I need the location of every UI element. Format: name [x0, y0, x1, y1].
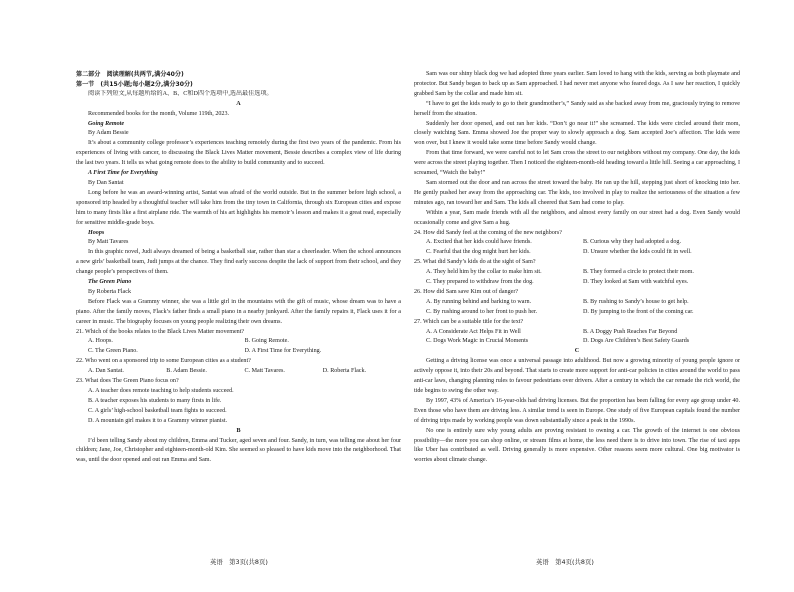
option: D. Roberta Flack.: [322, 368, 367, 375]
option-row: [76, 337, 401, 347]
option-row: [414, 268, 740, 278]
book-description: In this graphic novel, Judi always dreamed of being a basketball star, rather than star a cheerleader. When the school announces a new girls’ basketball team, Judi jumps at the chance. They find early success despite the lack of support from their school, and they change people’s perspectives of them.: [76, 249, 401, 276]
question-stem: 24. How did Sandy feel at the coming of the new neighbors?: [414, 229, 562, 236]
book-author: By Matt Tavares: [88, 239, 129, 246]
option: B. Adam Bessie.: [166, 368, 207, 375]
passage-b-paragraph: Sam was our shiny black dog we had adopted three years earlier. Sam loved to hang with the kids, serving as both playmate and protector. But Sandy began to back up as Sam approached. I had never met anyone who feared dogs. As I saw her reaction, I quickly grabbed Sam by the collar and made him sit.: [414, 71, 740, 97]
option: B. A Doggy Push Reaches Far Beyond: [583, 328, 678, 335]
option: B. Going Remote.: [244, 338, 289, 345]
passage-b-paragraph: Within a year, Sam made friends with all the neighbors, and almost every family on our street had a dog. Even Sandy would occasionally come and give Sam a hug.: [414, 209, 740, 226]
instructions: 阅读下列短文,从每题所给的A、B、C和D四个选项中,选出最佳选项。: [88, 90, 273, 97]
option: C. Matt Tavares.: [244, 368, 285, 375]
option-row: [414, 328, 740, 338]
option: C. They prepared to withdraw from the dog.: [426, 279, 534, 286]
part1-header: 第一节 (共15小题;每小题2分,满分30分): [76, 80, 193, 88]
book-author: By Dan Santat: [88, 179, 124, 186]
passage-a-intro: Recommended books for the month, Volume 119th, 2023.: [88, 110, 230, 117]
option: A. A teacher does remote teaching to help students succeed.: [88, 388, 234, 394]
option-row: [76, 347, 401, 357]
option: A. Dan Santat.: [88, 368, 124, 375]
option: B. A teacher exposes his students to many firsts in life.: [88, 397, 222, 404]
right-page: [414, 70, 740, 540]
passage-c-paragraph: Getting a driving license was once a universal passage into adulthood. But now a growing minority of young people ignore or actively oppose it, into their 20s and beyond. That starts to create more support for anti-car policies in cities around the world to pass anti-car laws, changing planning rules to favour pedestrians over drivers. After a century in which the car remade the rich world, the tide begins to swing the other way.: [414, 358, 740, 394]
option-row: [414, 337, 740, 347]
option: D. Unsure whether the kids could fit in well.: [583, 249, 692, 256]
question-stem: 26. How did Sam save Kim out of danger?: [414, 288, 519, 295]
option: A. By running behind and barking to warn.: [426, 298, 532, 305]
book-description: It’s about a community college professor’s experiences teaching remotely during the first two years of the pandemic. From his experiences of living with cancer, to discussing the Black Lives Matter movement, Bessie describes a complex view of life during the last two years. It tells us what going remote does to the ability to build community and to succeed.: [76, 140, 401, 167]
option-row: [414, 238, 740, 248]
passage-c-label: C: [574, 348, 580, 355]
option: B. By rushing to Sandy’s house to get help.: [583, 298, 689, 305]
question-stem: 21. Which of the books relates to the Black Lives Matter movement?: [76, 328, 245, 335]
passage-c-paragraph: No one is entirely sure why young adults are proving resistant to owning a car. The growth of the internet is one obvious possibility—the more you can shop online, or stream films at home, the less need there is to drive into town. The rise of taxi apps like Uber has contributed as well. Driving generally is more expensive. Other reasons seem more cultural. One big motivator is worries about climate change.: [414, 427, 740, 464]
passage-b-paragraph: Sam stormed out the door and ran across the street toward the baby. He ran up the hill, stepping just short of knocking into her. He gently pushed her away from the approaching car. The kids, too involved in play to realize the seriousness of the situation a few minutes ago, ran toward her and Sam. The kids all cheered that Sam had come to play.: [414, 179, 740, 206]
question-stem: 27. Which can be a suitable title for the text?: [414, 318, 524, 325]
option: C. Fearful that the dog might hurt her kids.: [426, 249, 531, 256]
book-author: By Roberta Flack: [88, 288, 131, 295]
question-stem: 23. What does The Green Piano focus on?: [76, 378, 179, 385]
option: C. The Green Piano.: [88, 348, 138, 355]
option-row: [76, 367, 401, 377]
passage-b-label: B: [236, 427, 241, 434]
passage-b-paragraph: Suddenly her door opened, and out ran her kids. “Don’t go near it!” she screamed. The kids were circled around their mom, closely watching Sam. Emma showed Joe the proper way to slowly approach a dog. Sam accepted Joe’s affection. The kids were won over, but I knew it would take some time before Sandy would change.: [414, 120, 740, 147]
option: D. By jumping to the front of the coming car.: [583, 308, 694, 315]
passage-b-paragraph: “I have to get the kids ready to go to their grandmother’s,” Sandy said as she backed away from me, graciously trying to remove herself from the situation.: [414, 100, 740, 117]
option-row: [414, 308, 740, 318]
book-description: Before Flack was a Grammy winner, she was a little girl in the mountains with the gift of music, whose dream was to have a piano. After the family moves, Flack’s father finds a small piano in a nearby junkyard. After the family repairs it, Flack uses it for a career in music. The biography focuses on young people realizing their own dreams.: [76, 298, 401, 325]
passage-b-paragraph: From that time forward, we were careful not to let Sam cross the street to our neighbors without my company. One day, the kids were across the street playing together. Then I noticed the eighteen-month-old heading toward a little hill. Seeing a car approaching, I screamed, “Watch the baby!”: [414, 150, 740, 177]
passage-a-label: A: [236, 100, 241, 107]
question-stem: 22. Who went on a sponsored trip to some European cities as a student?: [76, 358, 251, 365]
option: D. Dogs Are Children’s Best Safety Guards: [583, 338, 690, 345]
book-title: Hoops: [88, 229, 105, 236]
option: B. They formed a circle to protect their mom.: [583, 269, 694, 276]
left-page: [76, 70, 401, 540]
option: A. A Considerate Act Helps Fit in Well: [426, 328, 521, 335]
option: D. A mountain girl makes it to a Grammy winner pianist.: [88, 417, 228, 424]
option: D. A First Time for Everything.: [244, 348, 322, 355]
page-footer-left: 英语 第3页(共8页): [210, 558, 268, 566]
option-row: [414, 278, 740, 288]
option: A. Hoops.: [88, 338, 113, 345]
passage-b-paragraph: I’d been telling Sandy about my children, Emma and Tucker, aged seven and four. Sandy, in turn, was telling me about her four children; Jane, Joe, Christopher and eighteen-month-old Kim. She seemed so pleased to have kids move into the neighborhood. That was, until the door opened and out ran Emma and Sam.: [76, 437, 401, 464]
section-header: 第二部分 阅读理解(共两节,满分40分): [76, 71, 184, 78]
question-stem: 25. What did Sandy’s kids do at the sight of Sam?: [414, 259, 536, 266]
option: A. They held him by the collar to make him sit.: [426, 269, 542, 276]
option: C. A girls’ high-school basketball team fights to succeed.: [88, 407, 227, 414]
passage-c-paragraph: By 1997, 43% of America’s 16-year-olds had driving licenses. But the proportion has been falling for every age group under 40. Even those who have them are driving less. A similar trend is seen in Europe. One study of five European capitals found the number of driving trips made by working people was down substantially since a peak in the 1990s.: [414, 397, 740, 424]
book-title: A First Time for Everything: [88, 170, 158, 177]
book-title: Going Remote: [88, 120, 125, 127]
option: A. Excited that her kids could have friends.: [426, 239, 532, 246]
option-row: [414, 298, 740, 308]
page-footer-right: 英语 第4页(共8页): [536, 558, 594, 566]
book-author: By Adam Bessie: [88, 130, 129, 137]
option: B. Curious why they had adopted a dog.: [583, 239, 681, 246]
option-row: [414, 248, 740, 258]
option: C. By rushing around to her front to push her.: [426, 308, 538, 315]
option: C. Dogs Work Magic in Crucial Moments: [426, 338, 529, 345]
book-title: The Green Piano: [88, 279, 132, 286]
option: D. They looked at Sam with watchful eyes.: [583, 279, 689, 286]
book-description: Long before he was an award-winning artist, Santat was afraid of the world outside. But in the summer before high school, a sponsored trip headed by a thoughtful teacher will take him from the tiny town in California, through six European cities and expose him to many firsts like a first airplane ride. The warmth of his art highlights his memoir’s lesson and makes it a great read, especially for sensitive middle-grade boys.: [76, 189, 401, 226]
